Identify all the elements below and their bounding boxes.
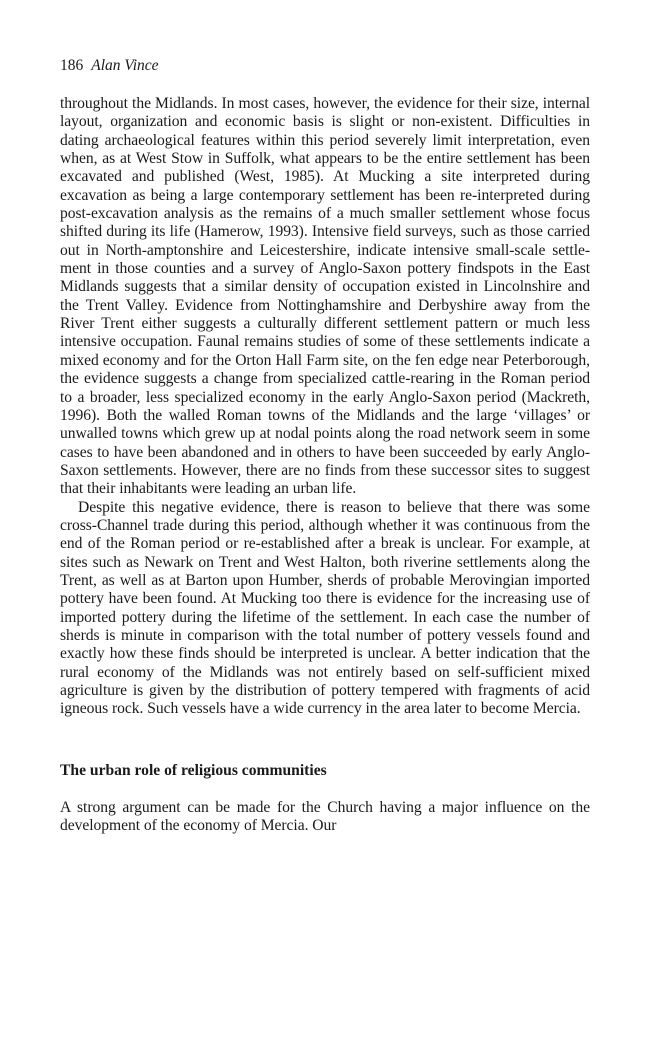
book-page — [60, 56, 590, 835]
section-body-text — [60, 799, 590, 836]
section-heading: The urban role of religious communities — [60, 761, 327, 779]
section-paragraph-1: A strong argument can be made for the Church having a major influence on the development of the economy of Mercia. Our — [60, 798, 590, 835]
running-head-author: Alan Vince — [91, 57, 159, 74]
running-head — [60, 56, 590, 76]
body-text — [60, 95, 590, 719]
paragraph-2: Despite this negative evidence, there is reason to believe that there was some cross-Channel trade during this period, although whether it was continuous from the end of the Roman period or re-established after a break is unclear. For example, at sites such as Newark on Trent and West Halton, both riverine settlements along the Trent, as well as at Barton upon Humber, sherds of probable Merovingian imported pottery have been found. At Mucking too there is evidence for the increasing use of imported pottery during the lifetime of the settlement. In each case the number of sherds is minute in comparison with the total number of pottery vessels found and exactly how these finds should be interpreted is unclear. A better indication that the rural economy of the Midlands was not entirely based on self-sufficient mixed agriculture is given by the distribution of pottery tempered with fragments of acid igneous rock. Such vessels have a wide currency in the area later to become Mercia. — [60, 498, 590, 718]
page-number: 186 — [60, 57, 84, 74]
paragraph-1: throughout the Midlands. In most cases, however, the evidence for their size, internal layout, organization and economic basis is slight or non-existent. Difficulties in dating archaeological features within this period severely limit interpretation, even when, as at West Stow in Suffolk, what appears to be the entire settlement has been excavated and published (West, 1985). At Mucking a site interpreted during excavation as being a large contemporary settlement has been re-interpreted during post-excavation analysis as the remains of a much smaller settlement whose focus shifted during its life (Hamerow, 1993). Intensive field surveys, such as those carried out in North-amptonshire and Leicestershire, indicate intensive small-scale settle-ment in those counties and a survey of Anglo-Saxon pottery findspots in the East Midlands suggests that a similar density of occupation existed in Lincolnshire and the Trent Valley. Evidence from Nottinghamshire and Derbyshire away from the River Trent either suggests a culturally different settlement pattern or much less intensive occupation. Faunal remains studies of some of these settlements indicate a mixed economy and for the Orton Hall Farm site, on the fen edge near Peterborough, the evidence suggests a change from specialized cattle-rearing in the Roman period to a broader, less specialized economy in the early Anglo-Saxon period (Mackreth, 1996). Both the walled Roman towns of the Midlands and the large ‘villages’ or unwalled towns which grew up at nodal points along the road network seem in some cases to have been abandoned and in others to have been succeeded by early Anglo-Saxon settlements. However, there are no finds from these successor sites to suggest that their inhabitants were leading an urban life. — [60, 95, 590, 498]
